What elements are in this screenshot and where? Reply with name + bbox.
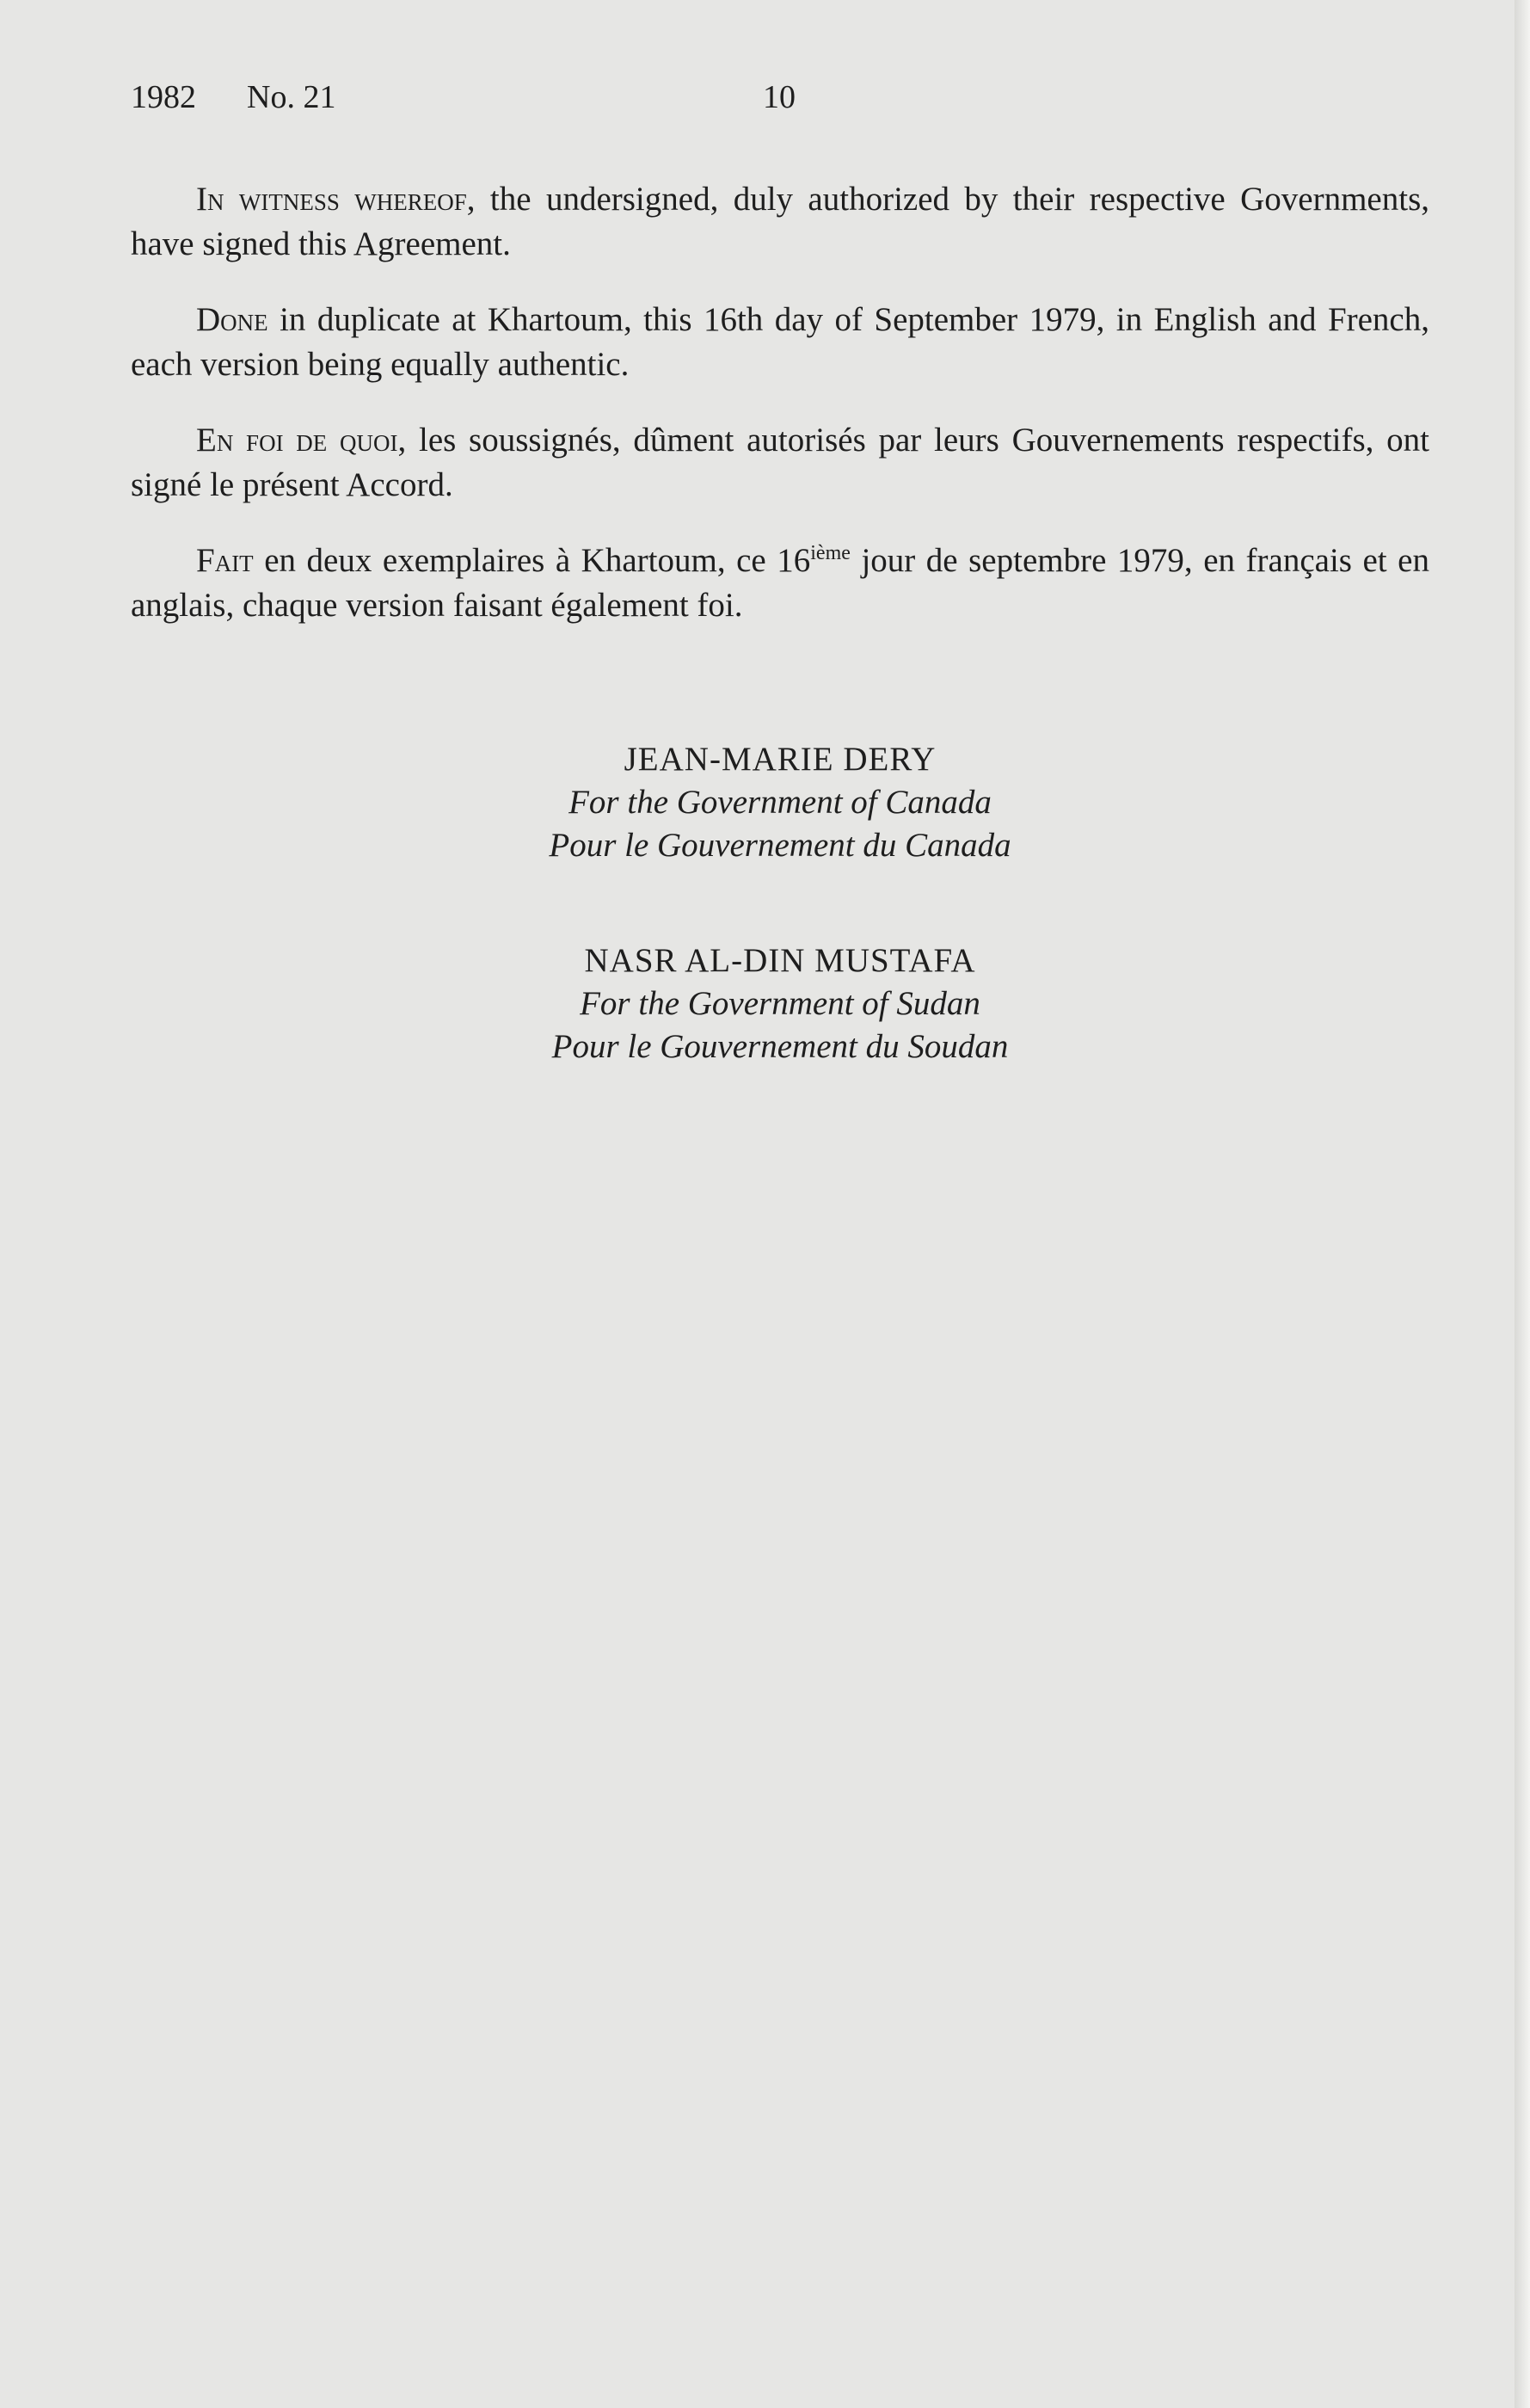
page-number: 10 [763, 79, 796, 115]
witness-clause-english [131, 177, 1429, 267]
done-clause-french [131, 539, 1429, 628]
signature-block-sudan [131, 939, 1429, 1069]
done-clause-text: in duplicate at Khartoum, this 16th day of September 1979, in English and French, each version being equally authentic. [131, 301, 1429, 383]
header-document-number: No. 21 [247, 79, 336, 115]
running-header [131, 76, 802, 119]
signatory-role-english: For the Government of Sudan [580, 985, 980, 1022]
done-clause-english [131, 298, 1429, 387]
page-edge-shadow [1515, 0, 1530, 2408]
foi-clause-text: , les soussignés, dûment autorisés par leurs Gouvernements respectifs, ont signé le présent Accord. [131, 422, 1429, 503]
fait-clause-text-after: jour de septembre 1979, en français et en anglais, chaque version faisant également foi. [131, 542, 1429, 624]
done-clause-lead: Done [196, 301, 268, 338]
signature-block-canada [131, 738, 1429, 867]
signatory-name: NASR AL-DIN MUSTAFA [584, 942, 976, 979]
signatory-name: JEAN-MARIE DERY [624, 741, 937, 778]
witness-clause-lead: In witness whereof [196, 181, 467, 218]
witness-clause-french [131, 418, 1429, 508]
signatory-role-english: For the Government of Canada [568, 784, 992, 821]
header-year: 1982 [131, 79, 196, 115]
foi-clause-lead: En foi de quoi [196, 422, 398, 459]
fait-clause-superscript: ième [810, 542, 851, 564]
signatory-role-french: Pour le Gouvernement du Canada [549, 827, 1011, 864]
witness-clause-text: , the undersigned, duly authorized by their respective Governments, have signed this Agreement. [131, 181, 1430, 262]
fait-clause-lead: Fait [196, 542, 254, 579]
signatory-role-french: Pour le Gouvernement du Soudan [551, 1028, 1009, 1065]
fait-clause-text-before: en deux exemplaires à Khartoum, ce 16 [253, 542, 811, 579]
